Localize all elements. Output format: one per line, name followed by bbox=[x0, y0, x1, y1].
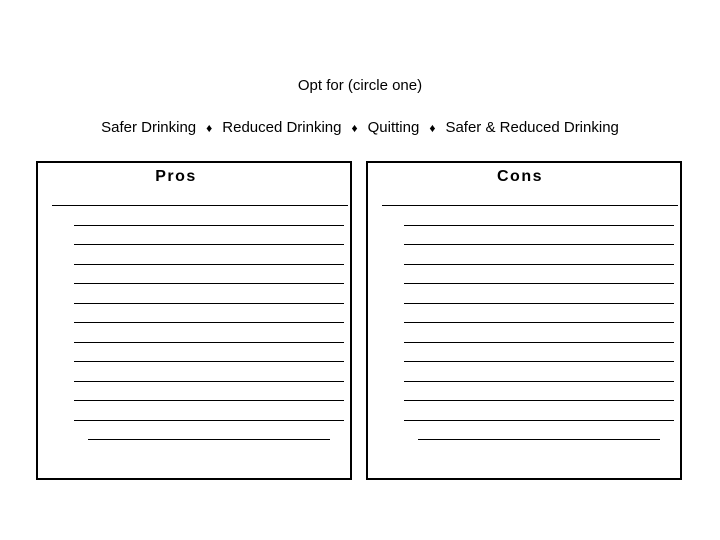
cons-title: Cons bbox=[497, 168, 543, 185]
writing-line[interactable] bbox=[404, 400, 674, 401]
writing-line[interactable] bbox=[404, 322, 674, 323]
writing-line[interactable] bbox=[52, 205, 348, 206]
drinking-options bbox=[0, 118, 720, 138]
writing-line[interactable] bbox=[74, 244, 344, 245]
option-quitting[interactable]: Quitting bbox=[367, 119, 420, 136]
writing-line[interactable] bbox=[74, 264, 344, 265]
writing-line[interactable] bbox=[74, 400, 344, 401]
writing-line[interactable] bbox=[74, 381, 344, 382]
writing-line[interactable] bbox=[404, 244, 674, 245]
writing-line[interactable] bbox=[74, 361, 344, 362]
writing-line[interactable] bbox=[404, 303, 674, 304]
option-safer-drinking[interactable]: Safer Drinking bbox=[101, 119, 197, 136]
diamond-separator-icon: ♦ bbox=[351, 121, 358, 135]
pros-box bbox=[36, 161, 352, 480]
writing-line[interactable] bbox=[74, 283, 344, 284]
writing-line[interactable] bbox=[404, 361, 674, 362]
diamond-separator-icon: ♦ bbox=[429, 121, 436, 135]
cons-box bbox=[366, 161, 682, 480]
option-reduced-drinking[interactable]: Reduced Drinking bbox=[222, 119, 342, 136]
writing-line[interactable] bbox=[88, 439, 330, 440]
writing-line[interactable] bbox=[404, 381, 674, 382]
writing-line[interactable] bbox=[404, 225, 674, 226]
writing-line[interactable] bbox=[74, 342, 344, 343]
option-safer-and-reduced-drinking[interactable]: Safer & Reduced Drinking bbox=[445, 119, 619, 136]
writing-line[interactable] bbox=[418, 439, 660, 440]
diamond-separator-icon: ♦ bbox=[206, 121, 213, 135]
circle-one-heading: Opt for (circle one) bbox=[297, 77, 423, 94]
writing-line[interactable] bbox=[74, 225, 344, 226]
writing-line[interactable] bbox=[74, 420, 344, 421]
writing-line[interactable] bbox=[404, 420, 674, 421]
writing-line[interactable] bbox=[382, 205, 678, 206]
writing-line[interactable] bbox=[404, 264, 674, 265]
writing-line[interactable] bbox=[404, 342, 674, 343]
pros-title: Pros bbox=[155, 168, 197, 185]
writing-line[interactable] bbox=[74, 322, 344, 323]
writing-line[interactable] bbox=[74, 303, 344, 304]
writing-line[interactable] bbox=[404, 283, 674, 284]
